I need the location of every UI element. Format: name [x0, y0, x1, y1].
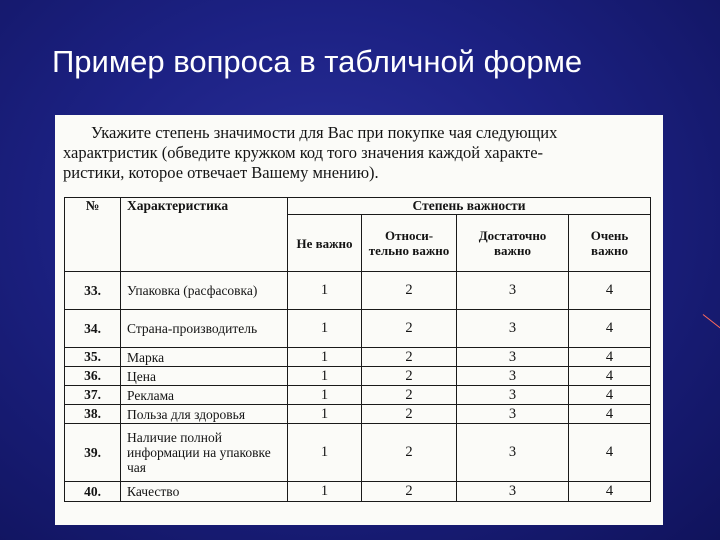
- row-number: 37.: [65, 386, 121, 405]
- value-code[interactable]: 3: [457, 348, 569, 367]
- value-code[interactable]: 3: [457, 424, 569, 482]
- row-number: 39.: [65, 424, 121, 482]
- header-number: №: [65, 198, 121, 272]
- question-line-1: Укажите степень значимости для Вас при покупке чая следующих: [91, 123, 558, 142]
- scanned-questionnaire: [55, 115, 663, 525]
- table-row: [65, 386, 651, 405]
- value-code[interactable]: 2: [362, 424, 457, 482]
- value-code[interactable]: 1: [288, 367, 362, 386]
- value-code[interactable]: 2: [362, 367, 457, 386]
- value-code[interactable]: 2: [362, 310, 457, 348]
- value-code[interactable]: 4: [569, 272, 651, 310]
- table-row: [65, 310, 651, 348]
- value-code[interactable]: 4: [569, 482, 651, 502]
- table-row: [65, 367, 651, 386]
- value-code[interactable]: 3: [457, 310, 569, 348]
- value-code[interactable]: 3: [457, 272, 569, 310]
- value-code[interactable]: 4: [569, 386, 651, 405]
- header-level-2: Относи-тельно важно: [362, 215, 457, 272]
- header-importance-group: Степень важности: [288, 198, 651, 215]
- row-label: Качество: [121, 482, 288, 502]
- row-number: 40.: [65, 482, 121, 502]
- value-code[interactable]: 1: [288, 405, 362, 424]
- row-number: 34.: [65, 310, 121, 348]
- value-code[interactable]: 1: [288, 482, 362, 502]
- value-code[interactable]: 2: [362, 482, 457, 502]
- row-number: 33.: [65, 272, 121, 310]
- value-code[interactable]: 2: [362, 348, 457, 367]
- row-label: Марка: [121, 348, 288, 367]
- table-row: [65, 348, 651, 367]
- row-label: Цена: [121, 367, 288, 386]
- value-code[interactable]: 1: [288, 272, 362, 310]
- value-code[interactable]: 4: [569, 405, 651, 424]
- row-label: Реклама: [121, 386, 288, 405]
- row-number: 35.: [65, 348, 121, 367]
- row-label: Польза для здоровья: [121, 405, 288, 424]
- value-code[interactable]: 1: [288, 348, 362, 367]
- row-label: Страна-производитель: [121, 310, 288, 348]
- table-row: [65, 424, 651, 482]
- row-number: 36.: [65, 367, 121, 386]
- value-code[interactable]: 3: [457, 386, 569, 405]
- table-row: [65, 272, 651, 310]
- table-row: [65, 482, 651, 502]
- value-code[interactable]: 2: [362, 272, 457, 310]
- value-code[interactable]: 3: [457, 405, 569, 424]
- header-level-3: Достаточно важно: [457, 215, 569, 272]
- value-code[interactable]: 4: [569, 424, 651, 482]
- question-line-2: характристик (обведите кружком код того значения каждой характе-: [63, 143, 544, 162]
- value-code[interactable]: 2: [362, 405, 457, 424]
- row-number: 38.: [65, 405, 121, 424]
- question-line-3: ристики, которое отвечает Вашему мнению).: [63, 163, 379, 182]
- table-row: [65, 405, 651, 424]
- value-code[interactable]: 4: [569, 348, 651, 367]
- value-code[interactable]: 4: [569, 367, 651, 386]
- header-level-4: Очень важно: [569, 215, 651, 272]
- value-code[interactable]: 4: [569, 310, 651, 348]
- decorative-line: [703, 314, 720, 331]
- value-code[interactable]: 1: [288, 424, 362, 482]
- header-characteristic: Характеристика: [121, 198, 288, 272]
- question-text: [63, 123, 661, 183]
- value-code[interactable]: 1: [288, 310, 362, 348]
- value-code[interactable]: 3: [457, 482, 569, 502]
- row-label: Наличие полной информации на упаковке чая: [121, 424, 288, 482]
- row-label: Упаковка (расфасовка): [121, 272, 288, 310]
- value-code[interactable]: 1: [288, 386, 362, 405]
- value-code[interactable]: 2: [362, 386, 457, 405]
- header-level-1: Не важно: [288, 215, 362, 272]
- slide-title: Пример вопроса в табличной форме: [52, 44, 583, 79]
- importance-table: [64, 197, 651, 502]
- value-code[interactable]: 3: [457, 367, 569, 386]
